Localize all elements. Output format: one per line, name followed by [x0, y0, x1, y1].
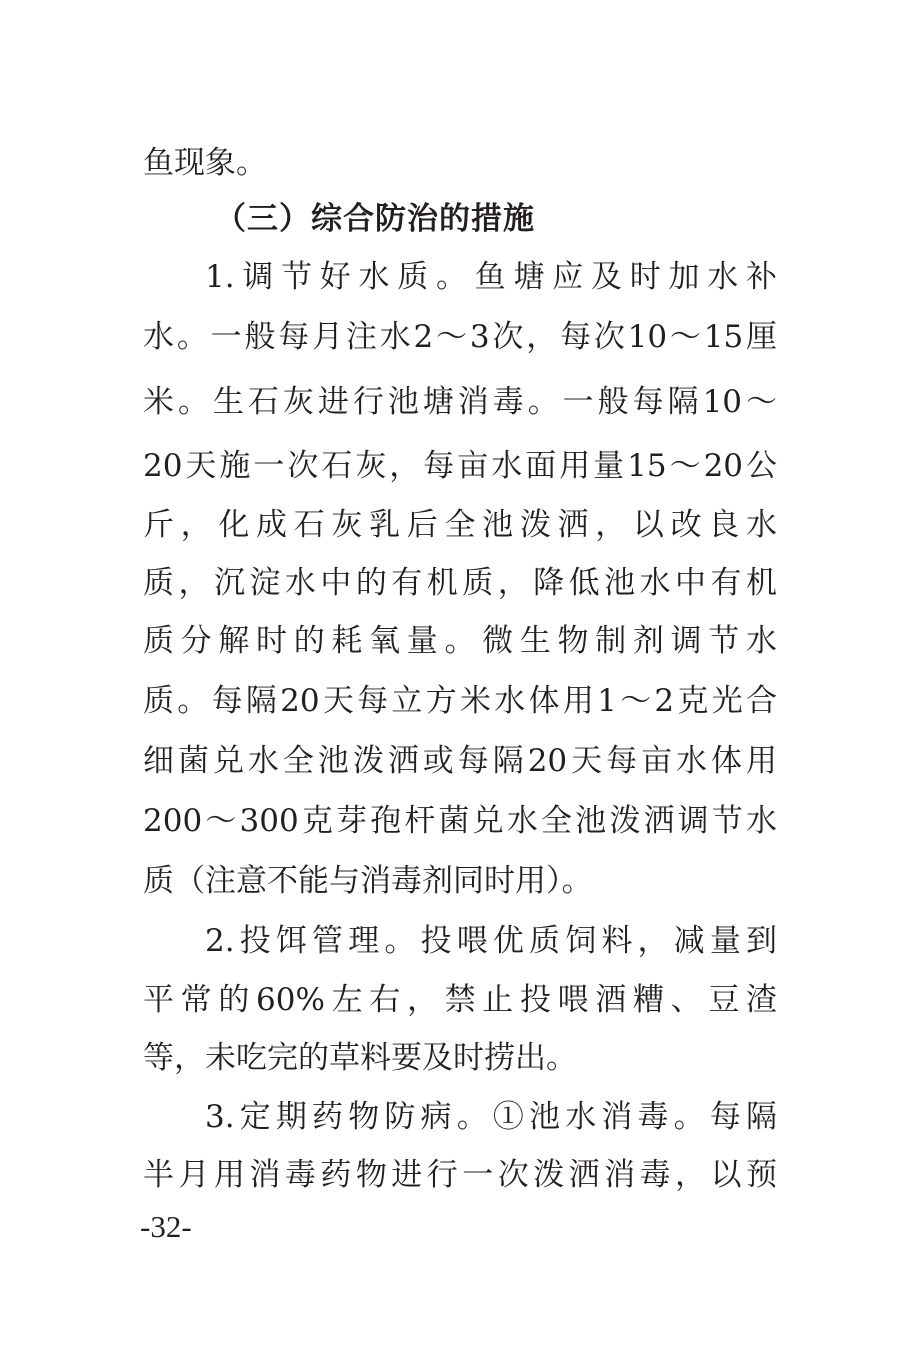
text-line: 质分解时的耗氧量。微生物制剂调节水: [143, 623, 777, 659]
text-line: 细菌兑水全池泼洒或每隔20天每亩水体用: [143, 743, 777, 779]
text-line: 半月用消毒药物进行一次泼洒消毒，以预: [143, 1157, 777, 1193]
text-line: 质（注意不能与消毒剂同时用）。: [143, 863, 593, 899]
text-line: 质，沉淀水中的有机质，降低池水中有机: [143, 565, 777, 601]
text-line: 鱼现象。: [143, 145, 267, 181]
text-line: 水。一般每月注水2～3次，每次10～15厘: [143, 319, 777, 355]
text-line: 米。生石灰进行池塘消毒。一般每隔10～: [143, 384, 777, 420]
text-line: 2.投饵管理。投喂优质饲料，减量到: [205, 923, 777, 959]
text-line: 1.调节好水质。鱼塘应及时加水补: [205, 259, 777, 295]
page-number: -32-: [140, 1209, 192, 1244]
text-line: 质。每隔20天每立方米水体用1～2克光合: [143, 683, 777, 719]
section-heading: （三）综合防治的措施: [215, 201, 535, 237]
text-line: 斤，化成石灰乳后全池泼洒，以改良水: [143, 507, 777, 543]
text-line: 200～300克芽孢杆菌兑水全池泼洒调节水: [143, 803, 777, 839]
text-line: 等，未吃完的草料要及时捞出。: [143, 1040, 577, 1076]
text-line: 20天施一次石灰，每亩水面用量15～20公: [143, 448, 777, 484]
text-line: 平常的60%左右，禁止投喂酒糟、豆渣: [143, 982, 777, 1018]
text-line: 3.定期药物防病。①池水消毒。每隔: [205, 1099, 777, 1135]
